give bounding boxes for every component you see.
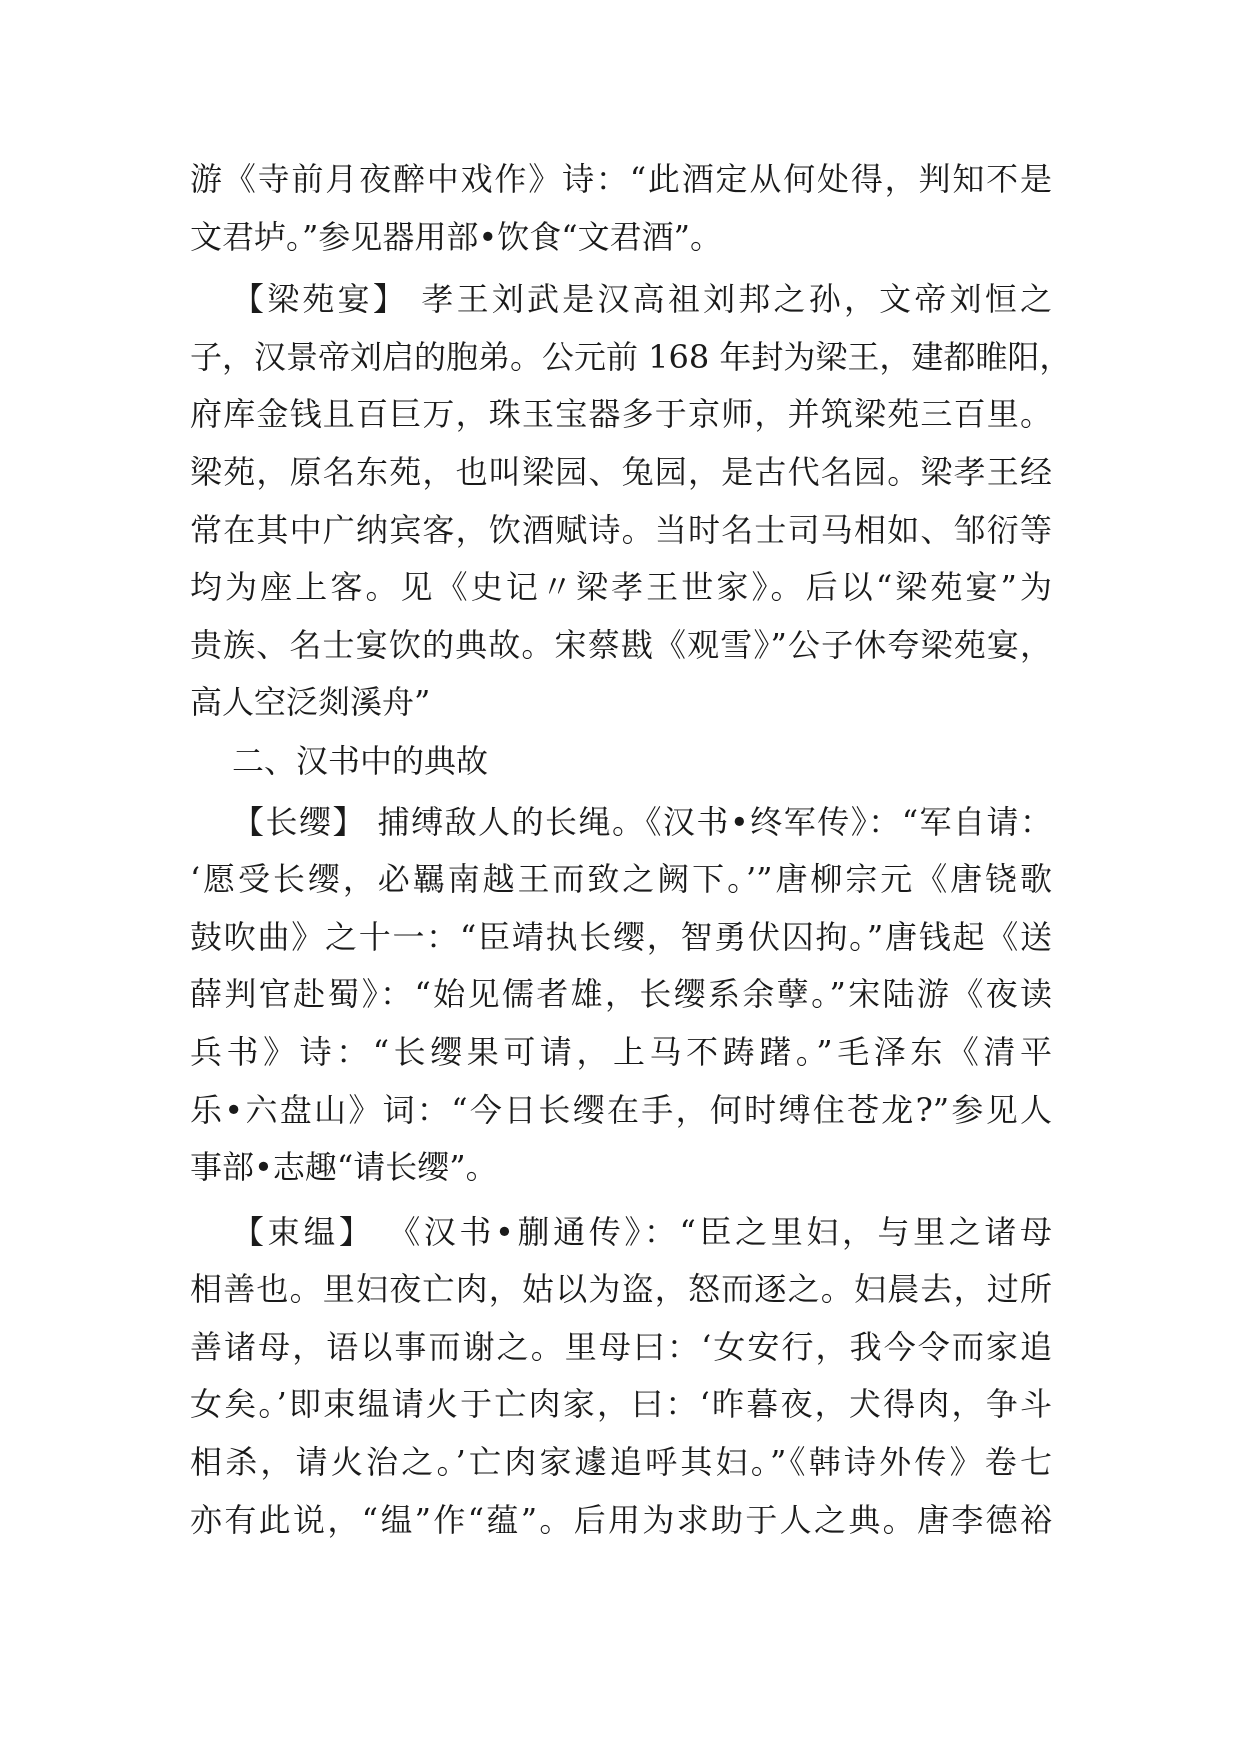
- document-body: [190, 151, 1072, 1549]
- paragraph: [190, 271, 1072, 732]
- section-heading: 二、汉书中的典故: [232, 741, 489, 780]
- paragraph: [190, 151, 1052, 266]
- text-line: 【长缨】 捕缚敌人的长绳。《汉书•终军传》：“军自请：: [232, 802, 1052, 841]
- text-line: 相善也。里妇夜亡肉，姑以为盗，怒而逐之。妇晨去，过所: [190, 1270, 1052, 1309]
- text-line: 事部•志趣“请长缨”。: [190, 1148, 498, 1187]
- text-line: 相杀，请火治之。’亡肉家遽追呼其妇。”《韩诗外传》卷七: [190, 1443, 1052, 1482]
- text-line: 【束缊】 《汉书•蒯通传》：“臣之里妇，与里之诸母: [232, 1212, 1052, 1251]
- text-line: 文君垆。”参见器用部•饮食“文君酒”。: [190, 217, 722, 256]
- text-line: 亦有此说，“缊”作“蕴”。后用为求助于人之典。唐李德裕: [190, 1500, 1052, 1539]
- text-line: 贵族、名士宴饮的典故。宋蔡戡《观雪》”公子休夸梁苑宴，: [190, 625, 1052, 664]
- paragraph: [190, 733, 1052, 791]
- text-line: 子，汉景帝刘启的胞弟。公元前 168 年封为梁王，建都睢阳，: [190, 337, 1072, 376]
- text-line: 梁苑，原名东苑，也叫梁园、兔园，是古代名园。梁孝王经: [190, 452, 1052, 491]
- text-line: 女矣。’即束缊请火于亡肉家，曰：‘昨暮夜，犬得肉，争斗: [190, 1385, 1052, 1424]
- text-line: 乐•六盘山》词：“今日长缨在手，何时缚住苍龙?”参见人: [190, 1090, 1052, 1129]
- text-line: 高人空泛剡溪舟”: [190, 683, 431, 722]
- paragraph: [190, 794, 1052, 1197]
- text-line: 常在其中广纳宾客，饮酒赋诗。当时名士司马相如、邹衍等: [190, 510, 1052, 549]
- text-line: 鼓吹曲》之十一：“臣靖执长缨，智勇伏囚拘。”唐钱起《送: [190, 917, 1052, 956]
- text-line: 游《寺前月夜醉中戏作》诗：“此酒定从何处得，判知不是: [190, 160, 1052, 198]
- text-line: 兵书》诗：“长缨果可请，上马不踌躇。”毛泽东《清平: [190, 1032, 1052, 1071]
- text-line: 均为座上客。见《史记〃梁孝王世家》。后以“梁苑宴”为: [190, 568, 1052, 607]
- paragraph: [190, 1204, 1052, 1550]
- text-line: 府库金钱且百巨万，珠玉宝器多于京师，并筑梁苑三百里。: [190, 395, 1052, 434]
- text-line: 【梁苑宴】 孝王刘武是汉高祖刘邦之孙，文帝刘恒之: [232, 280, 1052, 319]
- text-line: ‘愿受长缨，必羈南越王而致之阙下。’”唐柳宗元《唐铙歌: [190, 860, 1052, 899]
- text-line: 善诸母，语以事而谢之。里母曰：‘女安行，我今令而家追: [190, 1327, 1052, 1366]
- text-line: 薛判官赴蜀》：“始见儒者雄，长缨系余孽。”宋陆游《夜读: [190, 975, 1052, 1014]
